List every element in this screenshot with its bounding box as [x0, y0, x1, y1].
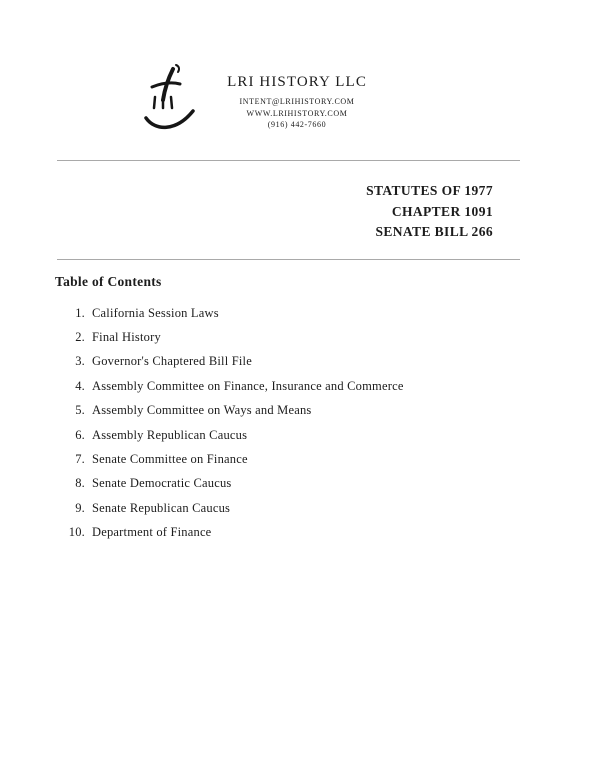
toc-item-label: Senate Republican Caucus — [92, 500, 231, 515]
toc-item-number: 5. — [75, 403, 85, 418]
chapter-line: CHAPTER 1091 — [391, 203, 493, 219]
toc-item-number: 6. — [75, 427, 85, 442]
toc-item-label: Senate Democratic Caucus — [92, 476, 232, 491]
toc-item-label: Assembly Committee on Finance, Insurance and Commerce — [92, 378, 404, 393]
reference-divider — [57, 259, 520, 260]
statutes-line: STATUTES OF 1977 — [366, 183, 493, 198]
toc-item-number: 7. — [75, 452, 85, 467]
toc-item-number: 2. — [75, 330, 85, 345]
brand-logo-icon — [140, 58, 202, 143]
toc-item — [55, 521, 404, 545]
toc-item — [55, 496, 404, 520]
toc-item — [55, 399, 404, 423]
toc-list — [55, 301, 404, 545]
toc-item-number: 10. — [68, 525, 85, 540]
toc-item — [55, 301, 404, 325]
toc-item — [55, 325, 404, 349]
toc-item-label: Governor's Chaptered Bill File — [92, 354, 252, 369]
toc-item — [55, 472, 404, 496]
toc-item-label: Senate Committee on Finance — [92, 452, 248, 467]
toc-item-label: Department of Finance — [92, 525, 212, 540]
senate-bill-line: SENATE BILL 266 — [375, 224, 493, 239]
toc-title: Table of Contents — [55, 274, 162, 289]
website-text: WWW.LRIHISTORY.COM — [246, 108, 348, 118]
header-divider — [57, 160, 520, 161]
toc-item-label: Assembly Republican Caucus — [92, 427, 248, 442]
toc-item-number: 4. — [75, 378, 85, 393]
toc-item-label: Assembly Committee on Ways and Means — [92, 403, 312, 418]
toc-item-number: 9. — [75, 500, 85, 515]
toc-item-label: Final History — [92, 330, 161, 345]
toc-item — [55, 423, 404, 447]
toc-item-number: 3. — [75, 354, 85, 369]
email-text: INTENT@LRIHISTORY.COM — [239, 97, 355, 106]
letterhead — [198, 74, 396, 131]
toc-item-number: 1. — [75, 305, 85, 320]
toc-item — [55, 350, 404, 374]
brand-name: LRI HISTORY LLC — [227, 74, 367, 90]
toc-item — [55, 374, 404, 398]
toc-item-number: 8. — [75, 476, 85, 491]
phone-text: (916) 442-7660 — [267, 120, 327, 129]
reference-block — [366, 181, 493, 243]
toc-item-label: California Session Laws — [92, 305, 219, 320]
toc-item — [55, 447, 404, 471]
